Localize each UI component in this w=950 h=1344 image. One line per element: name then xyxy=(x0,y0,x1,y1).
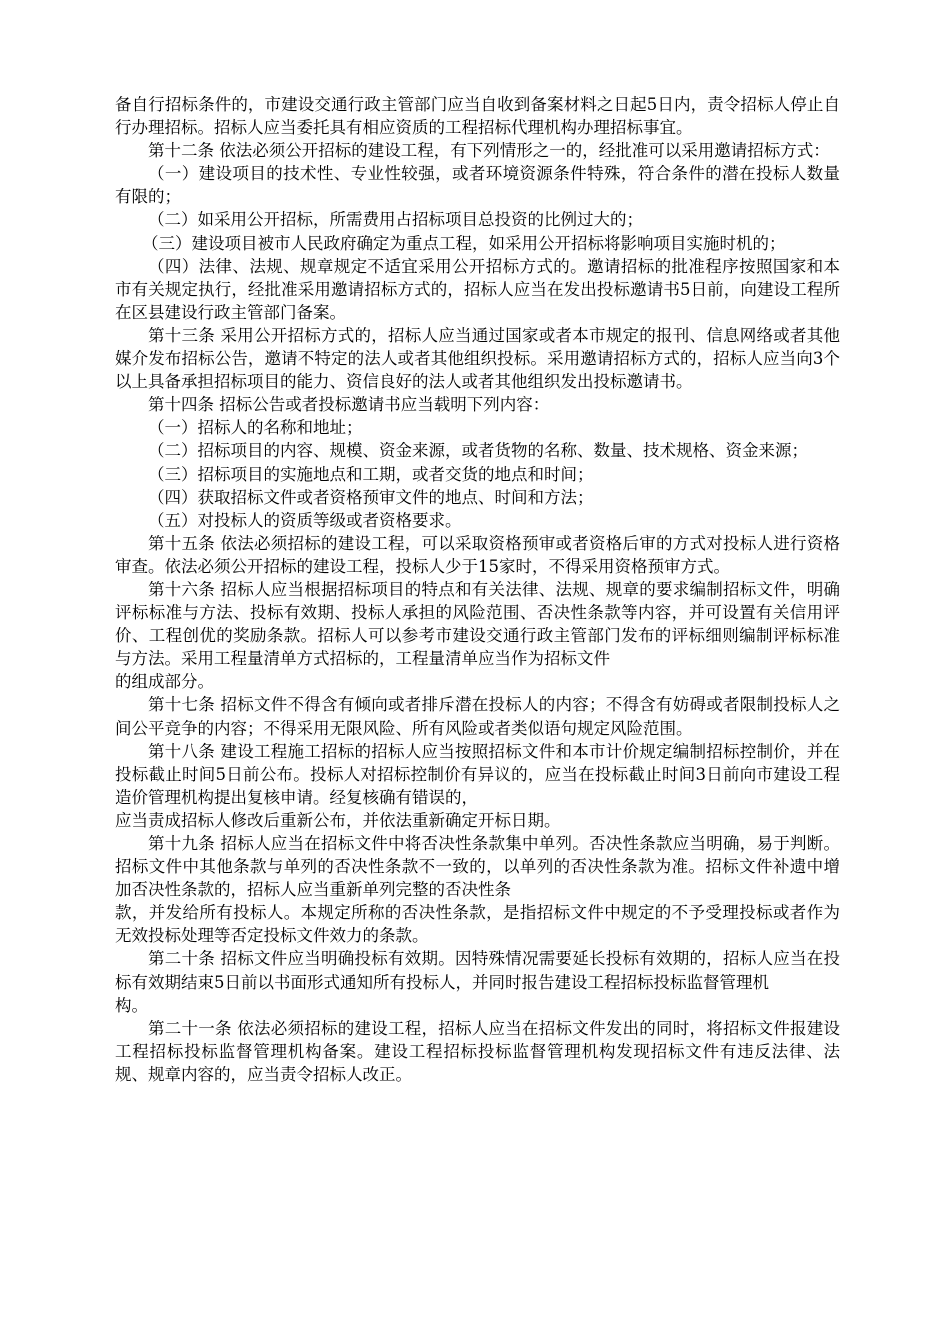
document-body xyxy=(115,93,840,1086)
article-13: 第十三条 采用公开招标方式的，招标人应当通过国家或者本市规定的报刊、信息网络或者其他媒介发布招标公告，邀请不特定的法人或者其他组织投标。采用邀请招标方式的，招标人应当向3个以上具备承担招标项目的能力、资信良好的法人或者其他组织发出投标邀请书。 xyxy=(115,325,840,392)
article-12-item-4: （四）法律、法规、规章规定不适宜采用公开招标方式的。邀请招标的批准程序按照国家和本市有关规定执行，经批准采用邀请招标方式的，招标人应当在发出投标邀请书5日前，向建设工程所在区县建设行政主管部门备案。 xyxy=(115,256,840,322)
article-14-item-4: （四）获取招标文件或者资格预审文件的地点、时间和方法； xyxy=(148,487,594,507)
article-12-item-2: （二）如采用公开招标，所需费用占招标项目总投资的比例过大的； xyxy=(148,210,643,230)
article-12: 第十二条 依法必须公开招标的建设工程，有下列情形之一的，经批准可以采用邀请招标方式： xyxy=(148,141,830,161)
article-16-continuation: 的组成部分。 xyxy=(115,672,214,692)
article-12-item-1: （一）建设项目的技术性、专业性较强，或者环境资源条件特殊，符合条件的潜在投标人数量有限的； xyxy=(115,164,840,207)
article-21: 第二十一条 依法必须招标的建设工程，招标人应当在招标文件发出的同时，将招标文件报建设工程招标投标监督管理机构备案。建设工程招标投标监督管理机构发现招标文件有违反法律、法规、规章内容的，应当责令招标人改正。 xyxy=(115,1018,840,1084)
article-18: 第十八条 建设工程施工招标的招标人应当按照招标文件和本市计价规定编制招标控制价，并在投标截止时间5日前公布。投标人对招标控制价有异议的，应当在投标截止时间3日前向市建设工程造价管理机构提出复核申请。经复核确有错误的， xyxy=(115,741,840,807)
article-17: 第十七条 招标文件不得含有倾向或者排斥潜在投标人的内容；不得含有妨碍或者限制投标人之间公平竞争的内容；不得采用无限风险、所有风险或者类似语句规定风险范围。 xyxy=(115,695,840,738)
article-15: 第十五条 依法必须招标的建设工程，可以采取资格预审或者资格后审的方式对投标人进行资格审查。依法必须公开招标的建设工程，投标人少于15家时，不得采用资格预审方式。 xyxy=(115,533,840,576)
article-14-item-3: （三）招标项目的实施地点和工期，或者交货的地点和时间； xyxy=(148,464,594,484)
paragraph: 备自行招标条件的，市建设交通行政主管部门应当自收到备案材料之日起5日内，责令招标人停止自行办理招标。招标人应当委托具有相应资质的工程招标代理机构办理招标事宜。 xyxy=(115,95,840,138)
article-14: 第十四条 招标公告或者投标邀请书应当载明下列内容： xyxy=(148,395,550,415)
article-19-continuation: 款，并发给所有投标人。本规定所称的否决性条款，是指招标文件中规定的不予受理投标或者作为无效投标处理等否定投标文件效力的条款。 xyxy=(115,903,840,946)
article-20: 第二十条 招标文件应当明确投标有效期。因特殊情况需要延长投标有效期的，招标人应当在投标有效期结束5日前以书面形式通知所有投标人，并同时报告建设工程招标投标监督管理机 xyxy=(115,949,840,992)
article-12-item-3: （三）建设项目被市人民政府确定为重点工程，如采用公开招标将影响项目实施时机的； xyxy=(142,233,786,253)
article-14-item-2: （二）招标项目的内容、规模、资金来源，或者货物的名称、数量、技术规格、资金来源； xyxy=(148,441,808,461)
article-16: 第十六条 招标人应当根据招标项目的特点和有关法律、法规、规章的要求编制招标文件，明确评标标准与方法、投标有效期、投标人承担的风险范围、否决性条款等内容，并可设置有关信用评价、工程创优的奖励条款。招标人可以参考市建设交通行政主管部门发布的评标细则编制评标标准与方法。采用工程量清单方式招标的，工程量清单应当作为招标文件 xyxy=(115,579,840,669)
article-18-continuation: 应当责成招标人修改后重新公布，并依法重新确定开标日期。 xyxy=(115,810,561,830)
article-19: 第十九条 招标人应当在招标文件中将否决性条款集中单列。否决性条款应当明确，易于判断。招标文件中其他条款与单列的否决性条款不一致的，以单列的否决性条款为准。招标文件补遗中增加否决性条款的，招标人应当重新单列完整的否决性条 xyxy=(115,834,840,900)
article-14-item-5: （五）对投标人的资质等级或者资格要求。 xyxy=(148,510,462,530)
article-14-item-1: （一）招标人的名称和地址； xyxy=(148,418,363,438)
article-20-continuation: 构。 xyxy=(115,995,148,1015)
